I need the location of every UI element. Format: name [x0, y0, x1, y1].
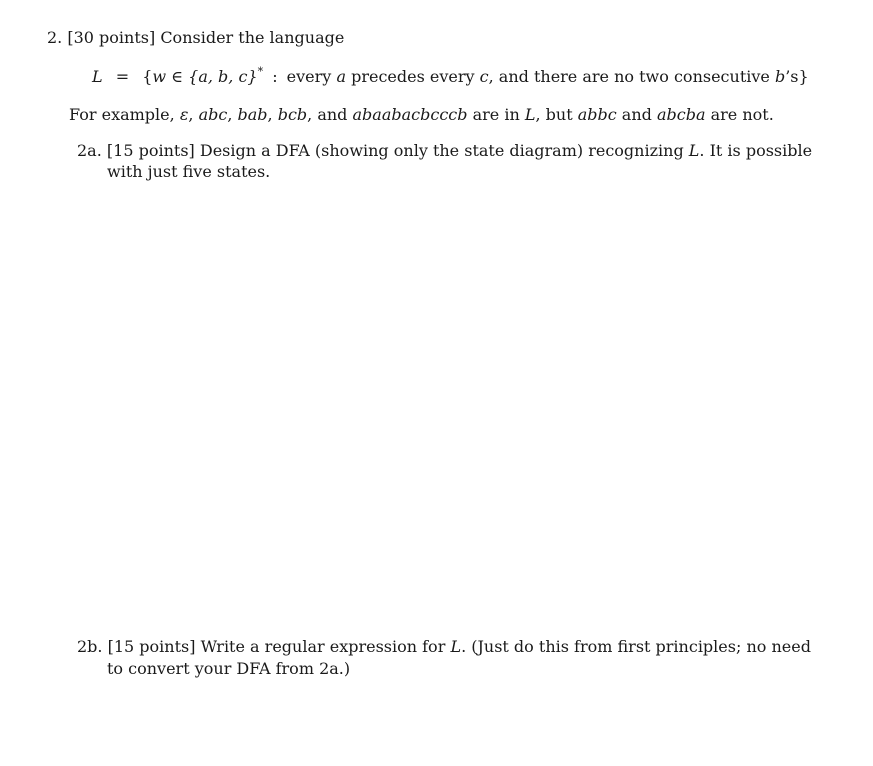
- example-L: L: [524, 105, 536, 124]
- example-lead: For example,: [69, 105, 175, 124]
- def-colon: :: [272, 67, 278, 86]
- def-star: *: [257, 65, 264, 78]
- def-suffix: ’s: [785, 67, 799, 86]
- def-cond-1: every: [286, 67, 332, 86]
- part-a-text: [15 points] Design a DFA (showing only the state diagram) recognizing: [106, 141, 684, 160]
- def-a: a: [336, 67, 346, 86]
- def-in: ∈: [171, 67, 184, 86]
- part-b-number: 2b.: [77, 637, 103, 656]
- example-and: and: [317, 105, 348, 124]
- example-item: abc: [198, 105, 228, 124]
- example-but: , but: [535, 105, 573, 124]
- example-bad-1: abbc: [577, 105, 617, 124]
- example-long-item: abaabacbcccb: [352, 105, 468, 124]
- part-a-L: L: [688, 141, 700, 160]
- example-item: bab: [237, 105, 268, 124]
- def-cond-2: precedes every: [351, 67, 475, 86]
- example-item: ε: [179, 105, 189, 124]
- problem-number: 2.: [47, 28, 63, 47]
- def-eq: =: [115, 67, 130, 86]
- def-c: c: [479, 67, 489, 86]
- language-definition: [92, 67, 809, 89]
- part-a-number: 2a.: [77, 141, 102, 160]
- part-a-line-2: with just five states.: [107, 162, 271, 181]
- def-b: b: [774, 67, 786, 86]
- part-b-line-2: to convert your DFA from 2a.): [107, 659, 351, 678]
- problem-heading: [47, 28, 344, 48]
- example-item: bcb: [277, 105, 308, 124]
- part-b-line-1: [77, 637, 811, 657]
- def-set-open: {: [142, 67, 153, 86]
- example-are-in: are in: [472, 105, 520, 124]
- example-are-not: are not.: [710, 105, 774, 124]
- part-a-text-post: . It is possible: [699, 141, 813, 160]
- def-set-close: }: [798, 67, 809, 86]
- part-b-text-post: . (Just do this from first principles; no need: [461, 637, 811, 656]
- def-alphabet: {a, b, c}: [188, 67, 258, 86]
- part-a-line-1: [77, 141, 812, 161]
- def-var: w: [152, 67, 167, 86]
- problem-heading-text: [30 points] Consider the language: [67, 28, 345, 47]
- part-b-text: [15 points] Write a regular expression for: [107, 637, 446, 656]
- def-lhs: L: [92, 67, 103, 86]
- example-bad-2: abcba: [656, 105, 706, 124]
- example-and-2: and: [621, 105, 652, 124]
- part-b-L: L: [450, 637, 462, 656]
- def-cond-3: , and there are no two consecutive: [488, 67, 770, 86]
- examples-line: For example, ε, abc, bab, bcb, and abaabacbcccb are in L, but abbc and abcba are not.: [69, 105, 774, 124]
